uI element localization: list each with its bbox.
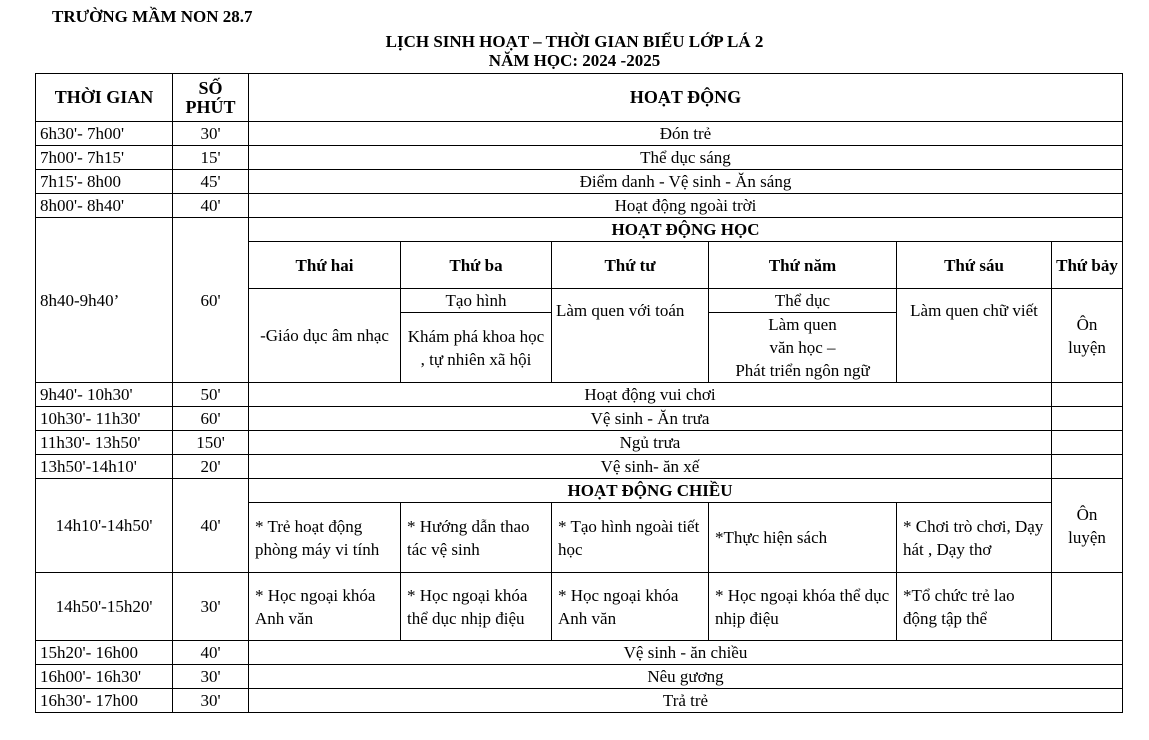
day-wednesday: Thứ tư (552, 242, 709, 289)
table-row: 13h50'-14h10' 20' Vệ sinh- ăn xế (36, 455, 1123, 479)
afternoon-cell (1052, 573, 1123, 641)
header-minutes: SỐ PHÚT (173, 74, 249, 122)
table-row: 10h30'- 11h30' 60' Vệ sinh - Ăn trưa (36, 407, 1123, 431)
study-wednesday: Làm quen với toán (552, 289, 709, 383)
afternoon-cell: * Trẻ hoạt động phòng máy vi tính (249, 503, 401, 573)
study-tuesday-a: Tạo hình (401, 289, 552, 313)
afternoon-cell: *Tổ chức trẻ lao động tập thể (897, 573, 1052, 641)
school-year: NĂM HỌC: 2024 -2025 (488, 51, 661, 70)
day-thursday: Thứ năm (709, 242, 897, 289)
afternoon-cell: * Học ngoại khóa thể dục nhịp điệu (709, 573, 897, 641)
table-row: 11h30'- 13h50' 150' Ngủ trưa (36, 431, 1123, 455)
study-time: 8h40-9h40’ (36, 218, 173, 383)
study-minutes: 60' (173, 218, 249, 383)
study-saturday: Ôn luyện (1052, 289, 1123, 383)
afternoon-saturday-1: Ôn luyện (1052, 479, 1123, 573)
afternoon-cell: * Chơi trò chơi, Dạy hát , Dạy thơ (897, 503, 1052, 573)
study-monday: -Giáo dục âm nhạc (249, 289, 401, 383)
afternoon-cell: * Học ngoại khóa Anh văn (552, 573, 709, 641)
afternoon-heading: HOẠT ĐỘNG CHIỀU (249, 479, 1052, 503)
study-thursday-b: Làm quen văn học – Phát triển ngôn ngữ (709, 313, 897, 383)
table-row: 7h15'- 8h00 45' Điểm danh - Vệ sinh - Ăn sáng (36, 170, 1123, 194)
study-heading: HOẠT ĐỘNG HỌC (249, 218, 1123, 242)
afternoon-cell: * Học ngoại khóa Anh văn (249, 573, 401, 641)
afternoon-cell: * Học ngoại khóa thể dục nhịp điệu (401, 573, 552, 641)
header-time: THỜI GIAN (36, 74, 173, 122)
afternoon-cell: *Thực hiện sách (709, 503, 897, 573)
table-row: 16h30'- 17h00 30' Trả trẻ (36, 689, 1123, 713)
table-row: 6h30'- 7h00' 30' Đón trẻ (36, 122, 1123, 146)
day-tuesday: Thứ ba (401, 242, 552, 289)
afternoon-cell: * Tạo hình ngoài tiết học (552, 503, 709, 573)
table-row: 15h20'- 16h00 40' Vệ sinh - ăn chiều (36, 641, 1123, 665)
school-name: TRƯỜNG MẦM NON 28.7 (52, 7, 253, 26)
afternoon-cell: * Hướng dẫn thao tác vệ sinh (401, 503, 552, 573)
schedule-table (35, 73, 1123, 713)
study-tuesday-b: Khám phá khoa học , tự nhiên xã hội (401, 313, 552, 383)
day-monday: Thứ hai (249, 242, 401, 289)
day-friday: Thứ sáu (897, 242, 1052, 289)
afternoon-time-2: 14h50'-15h20' (36, 573, 173, 641)
day-saturday: Thứ bảy (1052, 242, 1123, 289)
study-friday: Làm quen chữ viết (897, 289, 1052, 383)
afternoon-minutes-2: 30' (173, 573, 249, 641)
table-row: 8h00'- 8h40' 40' Hoạt động ngoài trời (36, 194, 1123, 218)
table-row: 9h40'- 10h30' 50' Hoạt động vui chơi (36, 383, 1123, 407)
document-title: LỊCH SINH HOẠT – THỜI GIAN BIỂU LỚP LÁ 2 (385, 32, 764, 51)
afternoon-minutes-1: 40' (173, 479, 249, 573)
header-activity: HOẠT ĐỘNG (249, 74, 1123, 122)
study-thursday-a: Thể dục (709, 289, 897, 313)
table-row: 7h00'- 7h15' 15' Thể dục sáng (36, 146, 1123, 170)
table-row: 16h00'- 16h30' 30' Nêu gương (36, 665, 1123, 689)
afternoon-time-1: 14h10'-14h50' (36, 479, 173, 573)
